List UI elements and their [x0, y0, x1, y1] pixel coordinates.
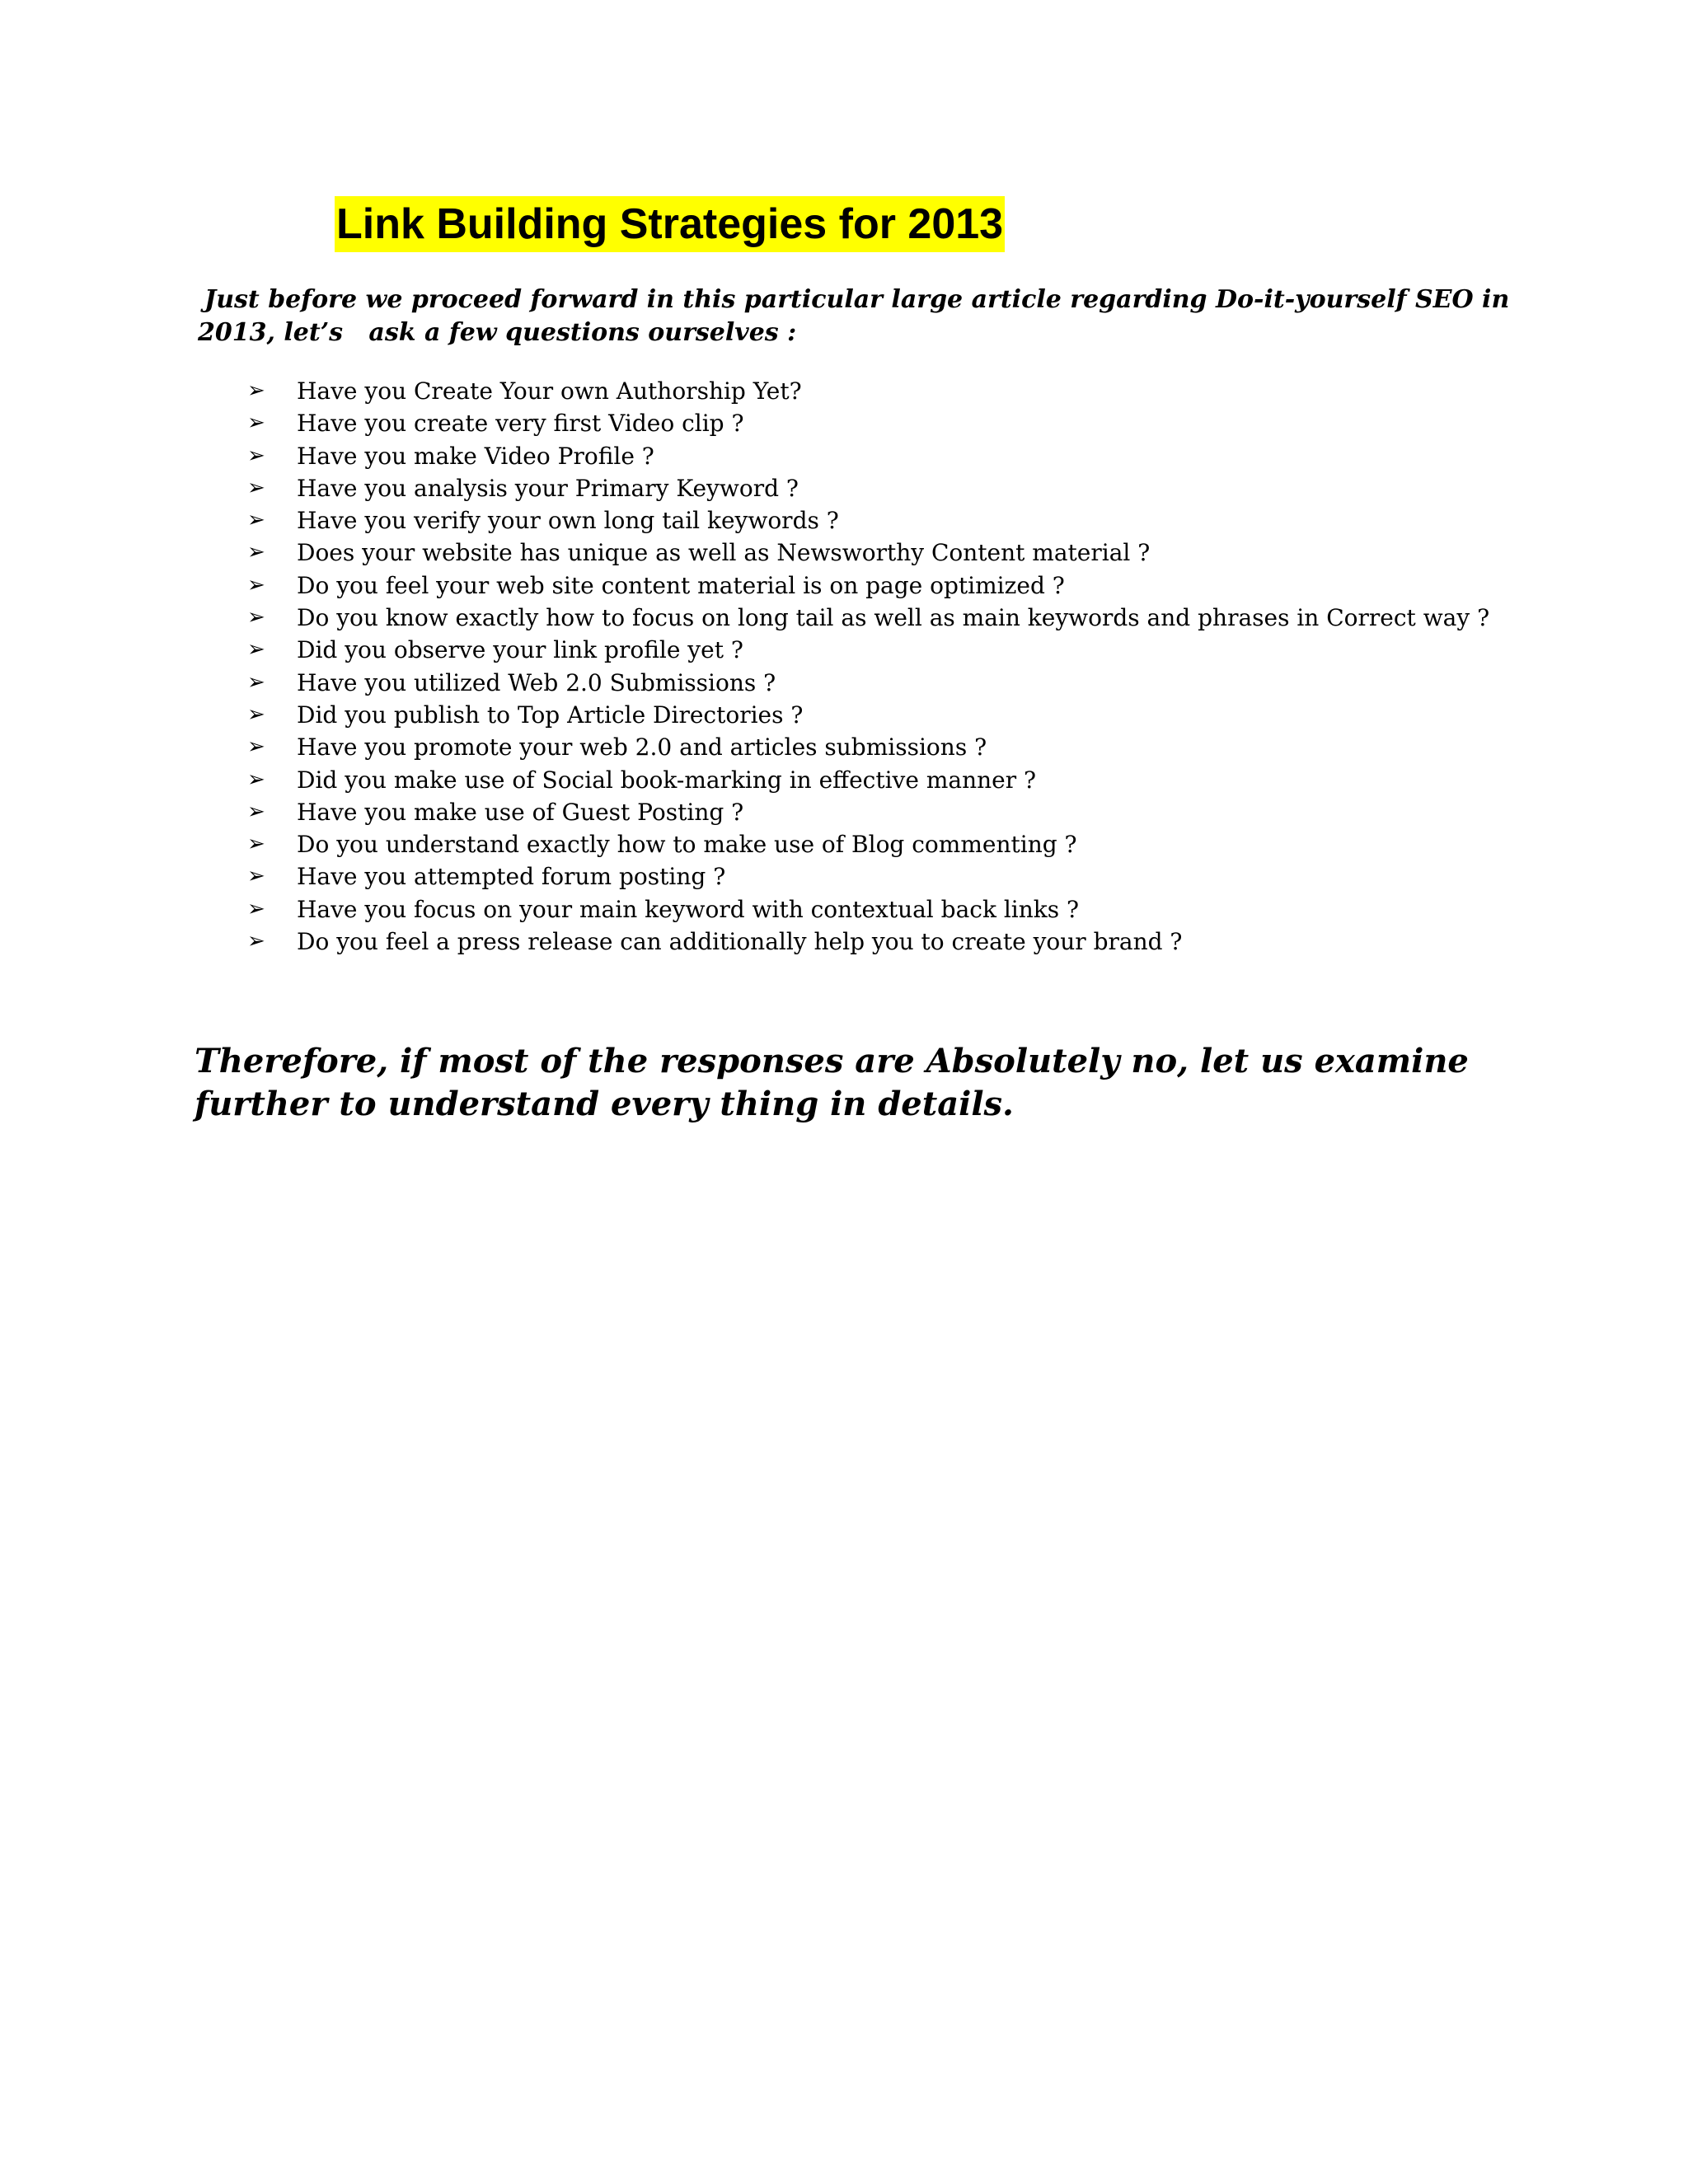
intro-line-1: Just before we proceed forward in this particular large article regarding Do-it-yourself SEO in: [204, 285, 1510, 314]
question-text: Do you feel a press release can additionally help you to create your brand ?: [297, 928, 1183, 956]
list-item: [247, 569, 1489, 602]
question-text: Do you feel your web site content material is on page optimized ?: [297, 571, 1065, 599]
arrow-bullet-icon: ➢: [247, 378, 265, 403]
question-text: Have you make use of Guest Posting ?: [297, 798, 744, 826]
list-item: [247, 602, 1489, 634]
question-text: Have you make Video Profile ?: [297, 442, 654, 470]
list-item: [247, 828, 1489, 860]
question-text: Did you observe your link profile yet ?: [297, 636, 743, 664]
question-text: Have you Create Your own Authorship Yet?: [297, 377, 802, 405]
list-item: [247, 731, 1489, 763]
question-text: Do you know exactly how to focus on long tail as well as main keywords and phrases in Correct way ?: [297, 604, 1490, 632]
arrow-bullet-icon: ➢: [247, 540, 265, 565]
list-item: [247, 699, 1489, 731]
question-text: Does your website has unique as well as Newsworthy Content material ?: [297, 539, 1151, 567]
list-item: [247, 634, 1489, 666]
question-text: Have you attempted forum posting ?: [297, 863, 726, 891]
arrow-bullet-icon: ➢: [247, 896, 265, 921]
question-text: Have you utilized Web 2.0 Submissions ?: [297, 668, 776, 696]
arrow-bullet-icon: ➢: [247, 508, 265, 533]
arrow-bullet-icon: ➢: [247, 799, 265, 824]
list-item: [247, 537, 1489, 569]
arrow-bullet-icon: ➢: [247, 734, 265, 760]
arrow-bullet-icon: ➢: [247, 443, 265, 468]
question-text: Did you publish to Top Article Directories ?: [297, 701, 804, 729]
list-item: [247, 860, 1489, 893]
conclusion-line-2: further to understand every thing in details.: [195, 1085, 1014, 1123]
arrow-bullet-icon: ➢: [247, 605, 265, 630]
conclusion-paragraph: [195, 1040, 1612, 1126]
question-text: Have you focus on your main keyword with contextual back links ?: [297, 895, 1080, 923]
list-item: [247, 796, 1489, 828]
intro-line-2: 2013, let’s ask a few questions ourselves :: [198, 318, 797, 347]
arrow-bullet-icon: ➢: [247, 669, 265, 695]
list-item: [247, 504, 1489, 537]
arrow-bullet-icon: ➢: [247, 572, 265, 598]
list-item: [247, 926, 1489, 958]
list-item: [247, 764, 1489, 796]
question-text: Did you make use of Social book-marking in effective manner ?: [297, 766, 1036, 794]
list-item: [247, 407, 1489, 439]
question-text: Have you promote your web 2.0 and articles submissions ?: [297, 733, 987, 762]
list-item: [247, 667, 1489, 699]
conclusion-line-1: Therefore, if most of the responses are Absolutely no, let us examine: [195, 1042, 1469, 1080]
arrow-bullet-icon: ➢: [247, 832, 265, 857]
arrow-bullet-icon: ➢: [247, 475, 265, 500]
arrow-bullet-icon: ➢: [247, 410, 265, 436]
arrow-bullet-icon: ➢: [247, 864, 265, 889]
question-text: Have you verify your own long tail keywords ?: [297, 507, 839, 535]
arrow-bullet-icon: ➢: [247, 701, 265, 727]
list-item: [247, 440, 1489, 472]
arrow-bullet-icon: ➢: [247, 929, 265, 954]
list-item: [247, 472, 1489, 504]
document-title: Link Building Strategies for 2013: [335, 196, 1005, 252]
question-text: Have you create very first Video clip ?: [297, 410, 744, 438]
question-list: [247, 375, 1489, 958]
intro-paragraph: [198, 284, 1510, 349]
arrow-bullet-icon: ➢: [247, 637, 265, 663]
question-text: Have you analysis your Primary Keyword ?: [297, 474, 799, 502]
question-text: Do you understand exactly how to make use of Blog commenting ?: [297, 831, 1077, 859]
list-item: [247, 375, 1489, 407]
list-item: [247, 893, 1489, 926]
arrow-bullet-icon: ➢: [247, 766, 265, 792]
